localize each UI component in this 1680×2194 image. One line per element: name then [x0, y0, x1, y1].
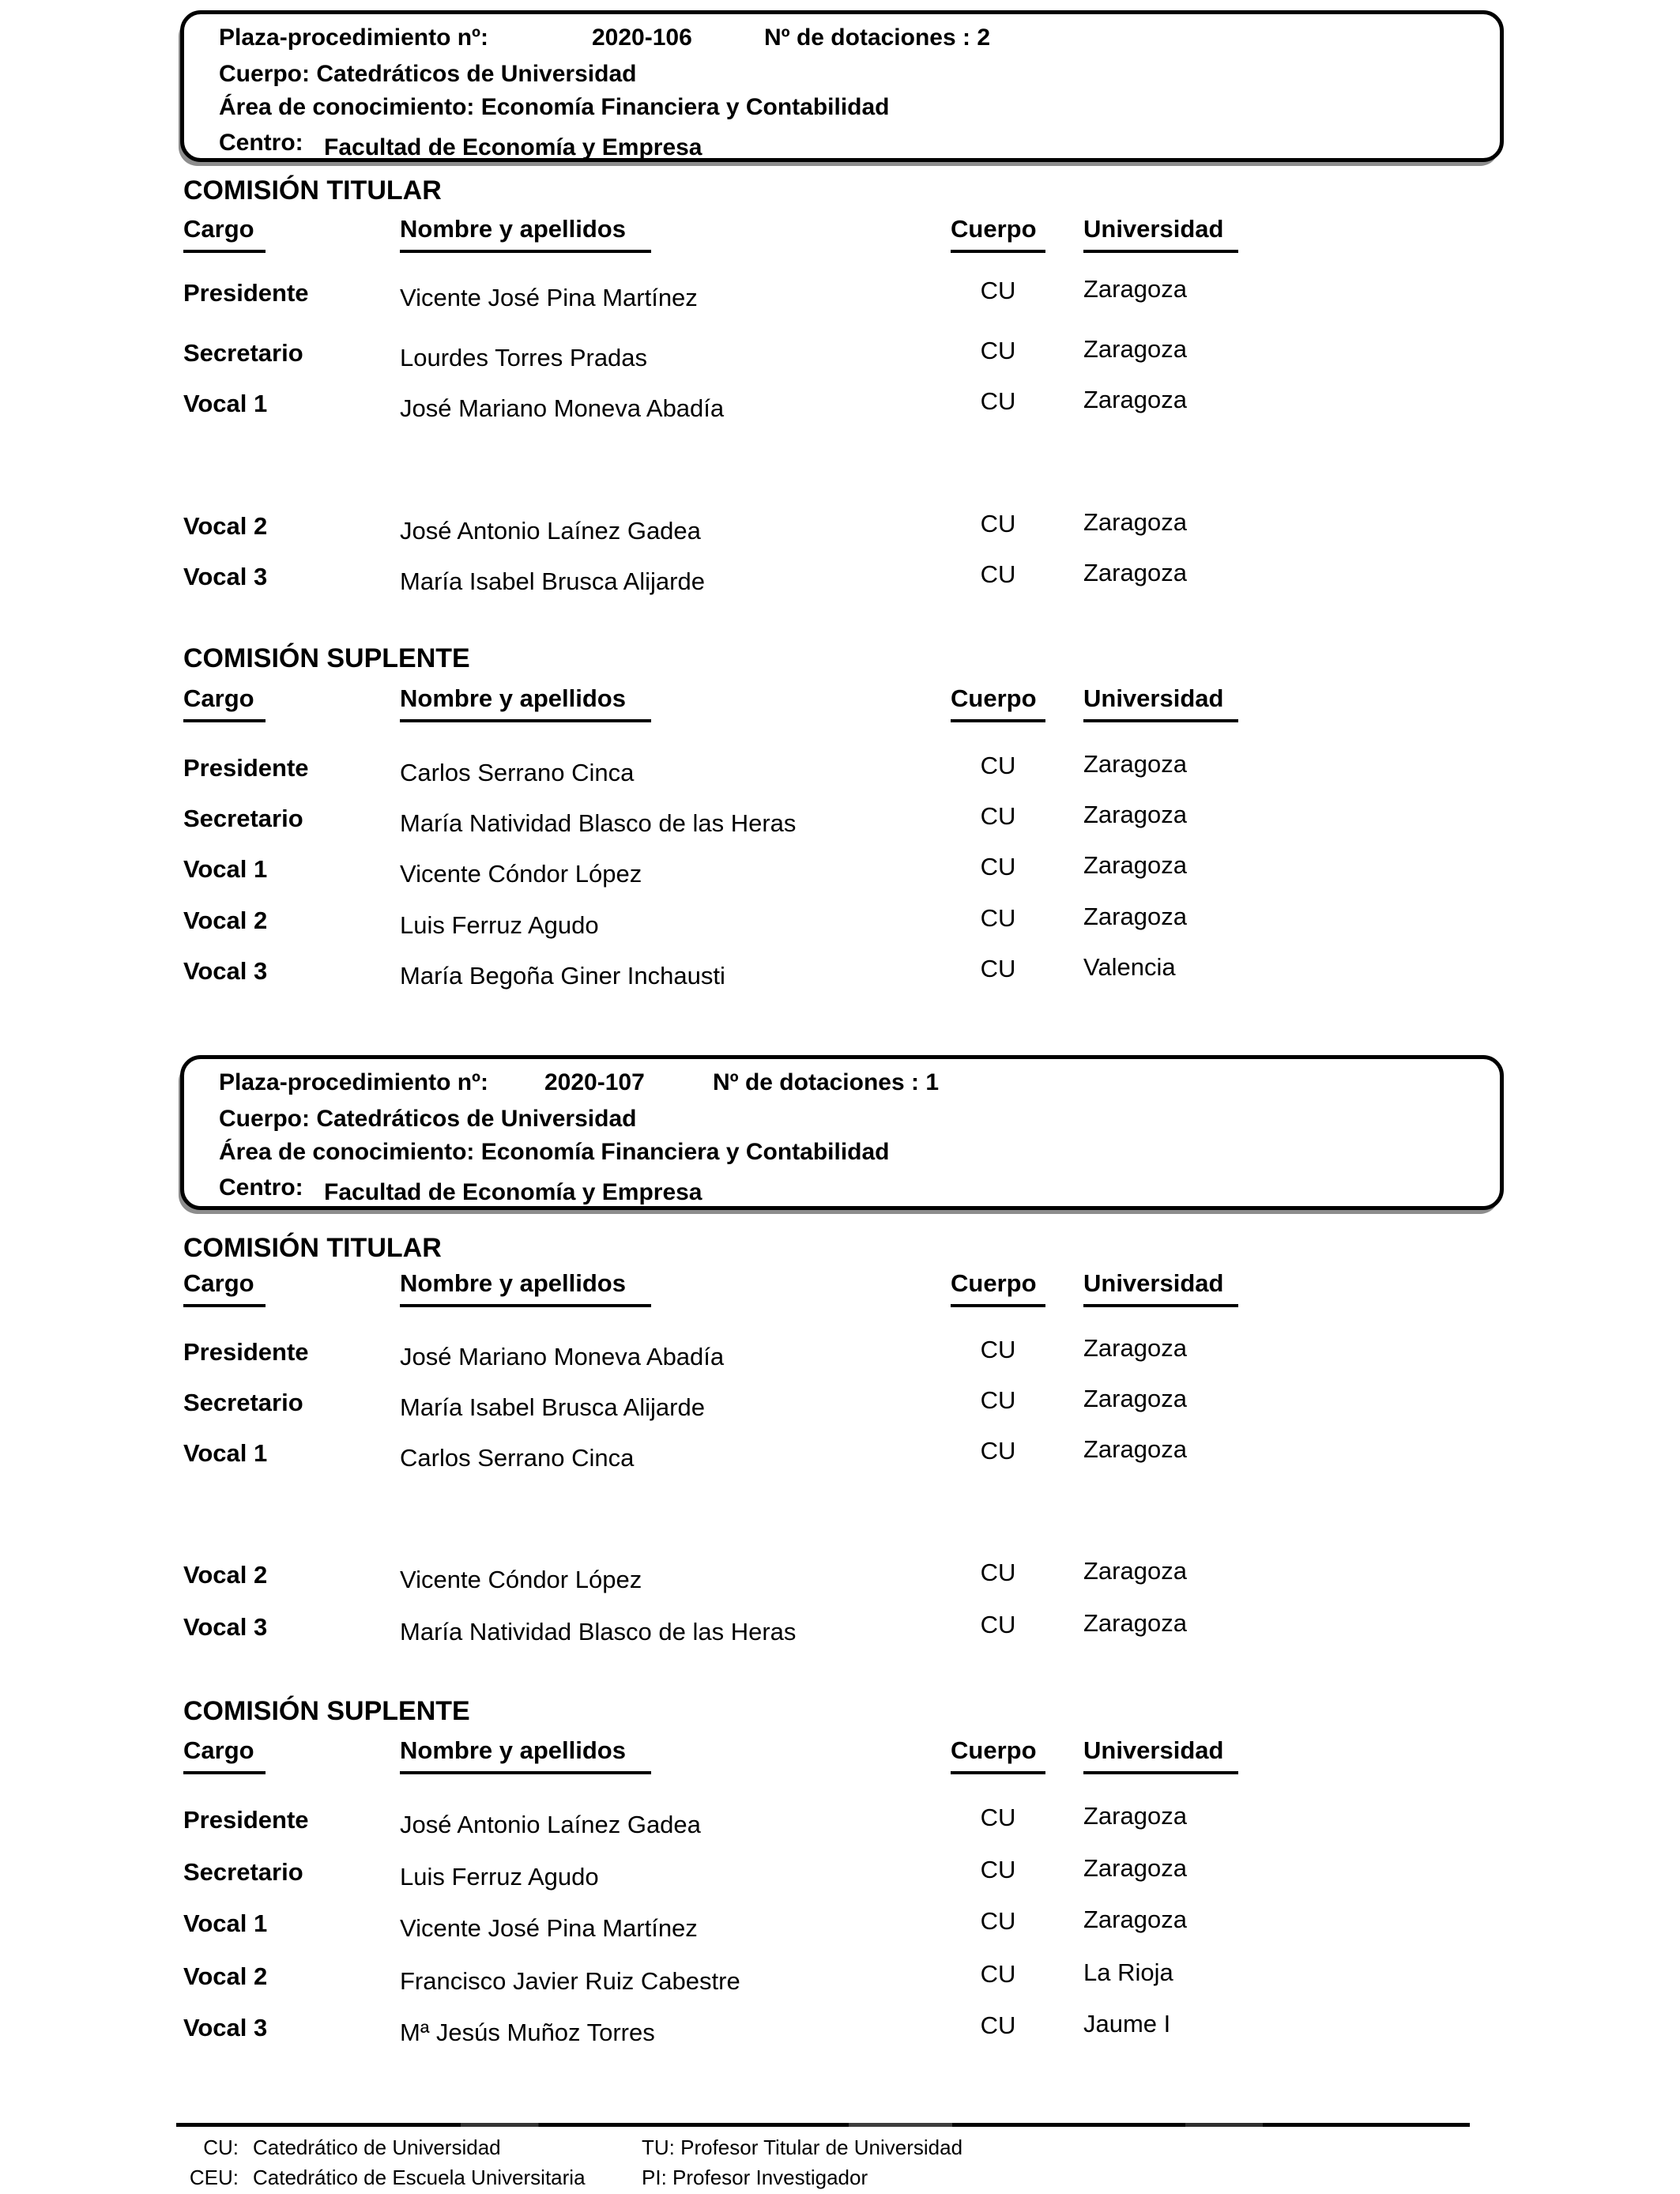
cargo-cell: Secretario — [183, 1389, 303, 1416]
cargo-cell: Presidente — [183, 1806, 309, 1834]
table-row — [0, 953, 1680, 988]
cuerpo-cell: CU — [980, 1804, 1016, 1831]
cuerpo-cell: CU — [980, 510, 1016, 537]
centro-value: Facultad de Economía y Empresa — [324, 1179, 703, 1205]
nombre-cell: María Isabel Brusca Alijarde — [400, 1393, 705, 1421]
header-cargo: Cargo — [183, 1736, 266, 1774]
cargo-cell: Vocal 3 — [183, 563, 268, 590]
header-cargo: Cargo — [183, 215, 266, 253]
universidad-cell: Valencia — [1083, 953, 1176, 981]
cuerpo-cell: CU — [980, 904, 1016, 932]
universidad-cell: Zaragoza — [1083, 903, 1187, 930]
cargo-cell: Secretario — [183, 339, 303, 367]
universidad-cell: Zaragoza — [1083, 1906, 1187, 1933]
table-row — [0, 1557, 1680, 1592]
universidad-cell: Zaragoza — [1083, 801, 1187, 828]
nombre-cell: María Natividad Blasco de las Heras — [400, 1618, 797, 1646]
header-cargo: Cargo — [183, 684, 266, 722]
nombre-cell: Vicente Cóndor López — [400, 860, 642, 888]
abbr-definition: TU: Profesor Titular de Universidad — [642, 2136, 963, 2159]
nombre-cell: Vicente Cóndor López — [400, 1566, 642, 1593]
table-row — [0, 851, 1680, 886]
universidad-cell: Zaragoza — [1083, 1802, 1187, 1830]
cargo-cell: Vocal 3 — [183, 1613, 268, 1641]
cuerpo-cell: CU — [980, 387, 1016, 415]
cargo-cell: Vocal 2 — [183, 512, 268, 540]
nombre-cell: María Isabel Brusca Alijarde — [400, 567, 705, 595]
table-row — [0, 1435, 1680, 1470]
table-row — [0, 1854, 1680, 1889]
table-row — [0, 335, 1680, 370]
universidad-cell: Zaragoza — [1083, 1609, 1187, 1637]
plaza-label: Plaza-procedimiento nº: — [219, 25, 489, 51]
header-universidad: Universidad — [1083, 1736, 1238, 1774]
abbr-definition: Catedrático de Escuela Universitaria — [253, 2166, 586, 2189]
cargo-cell: Presidente — [183, 1338, 309, 1366]
header-universidad: Universidad — [1083, 684, 1238, 722]
nombre-cell: Carlos Serrano Cinca — [400, 759, 635, 786]
cuerpo-cell: CU — [980, 1611, 1016, 1638]
universidad-cell: Zaragoza — [1083, 508, 1187, 536]
universidad-cell: Zaragoza — [1083, 851, 1187, 879]
header-cargo: Cargo — [183, 1269, 266, 1307]
cuerpo-cell: CU — [980, 1437, 1016, 1465]
cargo-cell: Vocal 1 — [183, 1909, 268, 1937]
cuerpo-cell: CU — [980, 802, 1016, 830]
nombre-cell: Francisco Javier Ruiz Cabestre — [400, 1967, 740, 1995]
cuerpo-cell: CU — [980, 277, 1016, 304]
cuerpo-cell: CU — [980, 853, 1016, 880]
cuerpo-cell: CU — [980, 1907, 1016, 1935]
cargo-cell: Vocal 1 — [183, 855, 268, 883]
cuerpo-cell: CU — [980, 1336, 1016, 1363]
universidad-cell: Zaragoza — [1083, 1334, 1187, 1362]
nombre-cell: Vicente José Pina Martínez — [400, 284, 698, 311]
cuerpo-cell: CU — [980, 2011, 1016, 2039]
cargo-cell: Vocal 3 — [183, 2014, 268, 2041]
cuerpo-cell: CU — [980, 1386, 1016, 1414]
universidad-cell: Zaragoza — [1083, 275, 1187, 303]
universidad-cell: Zaragoza — [1083, 1435, 1187, 1463]
header-nombre: Nombre y apellidos — [400, 684, 651, 722]
table-row — [0, 903, 1680, 937]
header-universidad: Universidad — [1083, 215, 1238, 253]
universidad-cell: Zaragoza — [1083, 1557, 1187, 1585]
nombre-cell: José Antonio Laínez Gadea — [400, 1811, 701, 1838]
cargo-cell: Vocal 3 — [183, 957, 268, 985]
comision-suplente-1-heading: COMISIÓN SUPLENTE — [183, 643, 470, 673]
dotaciones-label: Nº de dotaciones : 1 — [713, 1069, 940, 1095]
header-cuerpo: Cuerpo — [951, 684, 1045, 722]
universidad-cell: Zaragoza — [1083, 386, 1187, 413]
table-row — [0, 1906, 1680, 1940]
universidad-cell: Zaragoza — [1083, 1385, 1187, 1412]
cargo-cell: Vocal 1 — [183, 390, 268, 417]
nombre-cell: José Mariano Moneva Abadía — [400, 394, 725, 422]
table-row — [0, 386, 1680, 420]
cuerpo-cell: CU — [980, 337, 1016, 364]
nombre-cell: Mª Jesús Muñoz Torres — [400, 2019, 655, 2046]
cuerpo-cell: CU — [980, 955, 1016, 982]
nombre-cell: Carlos Serrano Cinca — [400, 1444, 635, 1472]
universidad-cell: Jaume I — [1083, 2010, 1171, 2038]
table-row — [0, 508, 1680, 543]
header-nombre: Nombre y apellidos — [400, 1736, 651, 1774]
nombre-cell: María Natividad Blasco de las Heras — [400, 809, 797, 837]
nombre-cell: Lourdes Torres Pradas — [400, 344, 648, 371]
header-cuerpo: Cuerpo — [951, 1269, 1045, 1307]
comision-suplente-2-heading: COMISIÓN SUPLENTE — [183, 1696, 470, 1726]
nombre-cell: Vicente José Pina Martínez — [400, 1914, 698, 1942]
nombre-cell: José Antonio Laínez Gadea — [400, 517, 701, 545]
cargo-cell: Vocal 1 — [183, 1439, 268, 1467]
table-row — [0, 559, 1680, 594]
centro-label: Centro: — [219, 130, 303, 156]
cuerpo-cell: CU — [980, 1559, 1016, 1586]
table-row — [0, 1609, 1680, 1644]
footer-divider-line — [176, 2123, 1470, 2127]
abbr-definition: PI: Profesor Investigador — [642, 2166, 868, 2189]
header-nombre: Nombre y apellidos — [400, 215, 651, 253]
cargo-cell: Presidente — [183, 279, 309, 307]
comision-titular-1-heading: COMISIÓN TITULAR — [183, 175, 442, 205]
header-universidad: Universidad — [1083, 1269, 1238, 1307]
cargo-cell: Presidente — [183, 754, 309, 782]
table-row — [0, 750, 1680, 785]
cuerpo-cell: CU — [980, 752, 1016, 779]
dotaciones-label: Nº de dotaciones : 2 — [764, 25, 991, 51]
cuerpo-cell: CU — [980, 1856, 1016, 1883]
cargo-cell: Vocal 2 — [183, 1962, 268, 1990]
cargo-cell: Secretario — [183, 805, 303, 832]
nombre-cell: María Begoña Giner Inchausti — [400, 962, 725, 990]
comision-titular-2-heading: COMISIÓN TITULAR — [183, 1233, 442, 1263]
plaza-label: Plaza-procedimiento nº: — [219, 1069, 489, 1095]
cargo-cell: Vocal 2 — [183, 907, 268, 934]
nombre-cell: Luis Ferruz Agudo — [400, 1863, 599, 1891]
plaza-number: 2020-106 — [592, 25, 692, 51]
abbr-definition: Catedrático de Universidad — [253, 2136, 501, 2159]
table-row — [0, 1385, 1680, 1419]
plaza-number: 2020-107 — [544, 1069, 645, 1095]
header-nombre: Nombre y apellidos — [400, 1269, 651, 1307]
abbr-label: CEU: — [189, 2166, 239, 2189]
plaza-2-info-box: Plaza-procedimiento nº: 2020-107 Nº de dotaciones : 1 Cuerpo: Catedráticos de Universidad Área de conocimiento: Economía Financiera y Contabilidad Centro: Facultad de Economía y Empresa — [180, 1055, 1504, 1210]
table-row — [0, 1802, 1680, 1837]
cuerpo-cell: CU — [980, 560, 1016, 588]
table-row — [0, 801, 1680, 835]
table-row — [0, 2010, 1680, 2045]
centro-label: Centro: — [219, 1174, 303, 1201]
plaza-1-info-box: Plaza-procedimiento nº: 2020-106 Nº de dotaciones : 2 Cuerpo: Catedráticos de Universidad Área de conocimiento: Economía Financiera y Contabilidad Centro: Facultad de Economía y Empresa — [180, 10, 1504, 162]
centro-value: Facultad de Economía y Empresa — [324, 134, 703, 160]
abbr-label: CU: — [203, 2136, 239, 2159]
universidad-cell: La Rioja — [1083, 1958, 1173, 1986]
cargo-cell: Secretario — [183, 1858, 303, 1886]
universidad-cell: Zaragoza — [1083, 335, 1187, 363]
universidad-cell: Zaragoza — [1083, 559, 1187, 586]
cuerpo-cell: CU — [980, 1960, 1016, 1988]
universidad-cell: Zaragoza — [1083, 1854, 1187, 1882]
cargo-cell: Vocal 2 — [183, 1561, 268, 1589]
nombre-cell: Luis Ferruz Agudo — [400, 911, 599, 939]
table-row — [0, 275, 1680, 310]
nombre-cell: José Mariano Moneva Abadía — [400, 1343, 725, 1370]
header-cuerpo: Cuerpo — [951, 215, 1045, 253]
table-row — [0, 1958, 1680, 1993]
table-row — [0, 1334, 1680, 1369]
universidad-cell: Zaragoza — [1083, 750, 1187, 778]
header-cuerpo: Cuerpo — [951, 1736, 1045, 1774]
